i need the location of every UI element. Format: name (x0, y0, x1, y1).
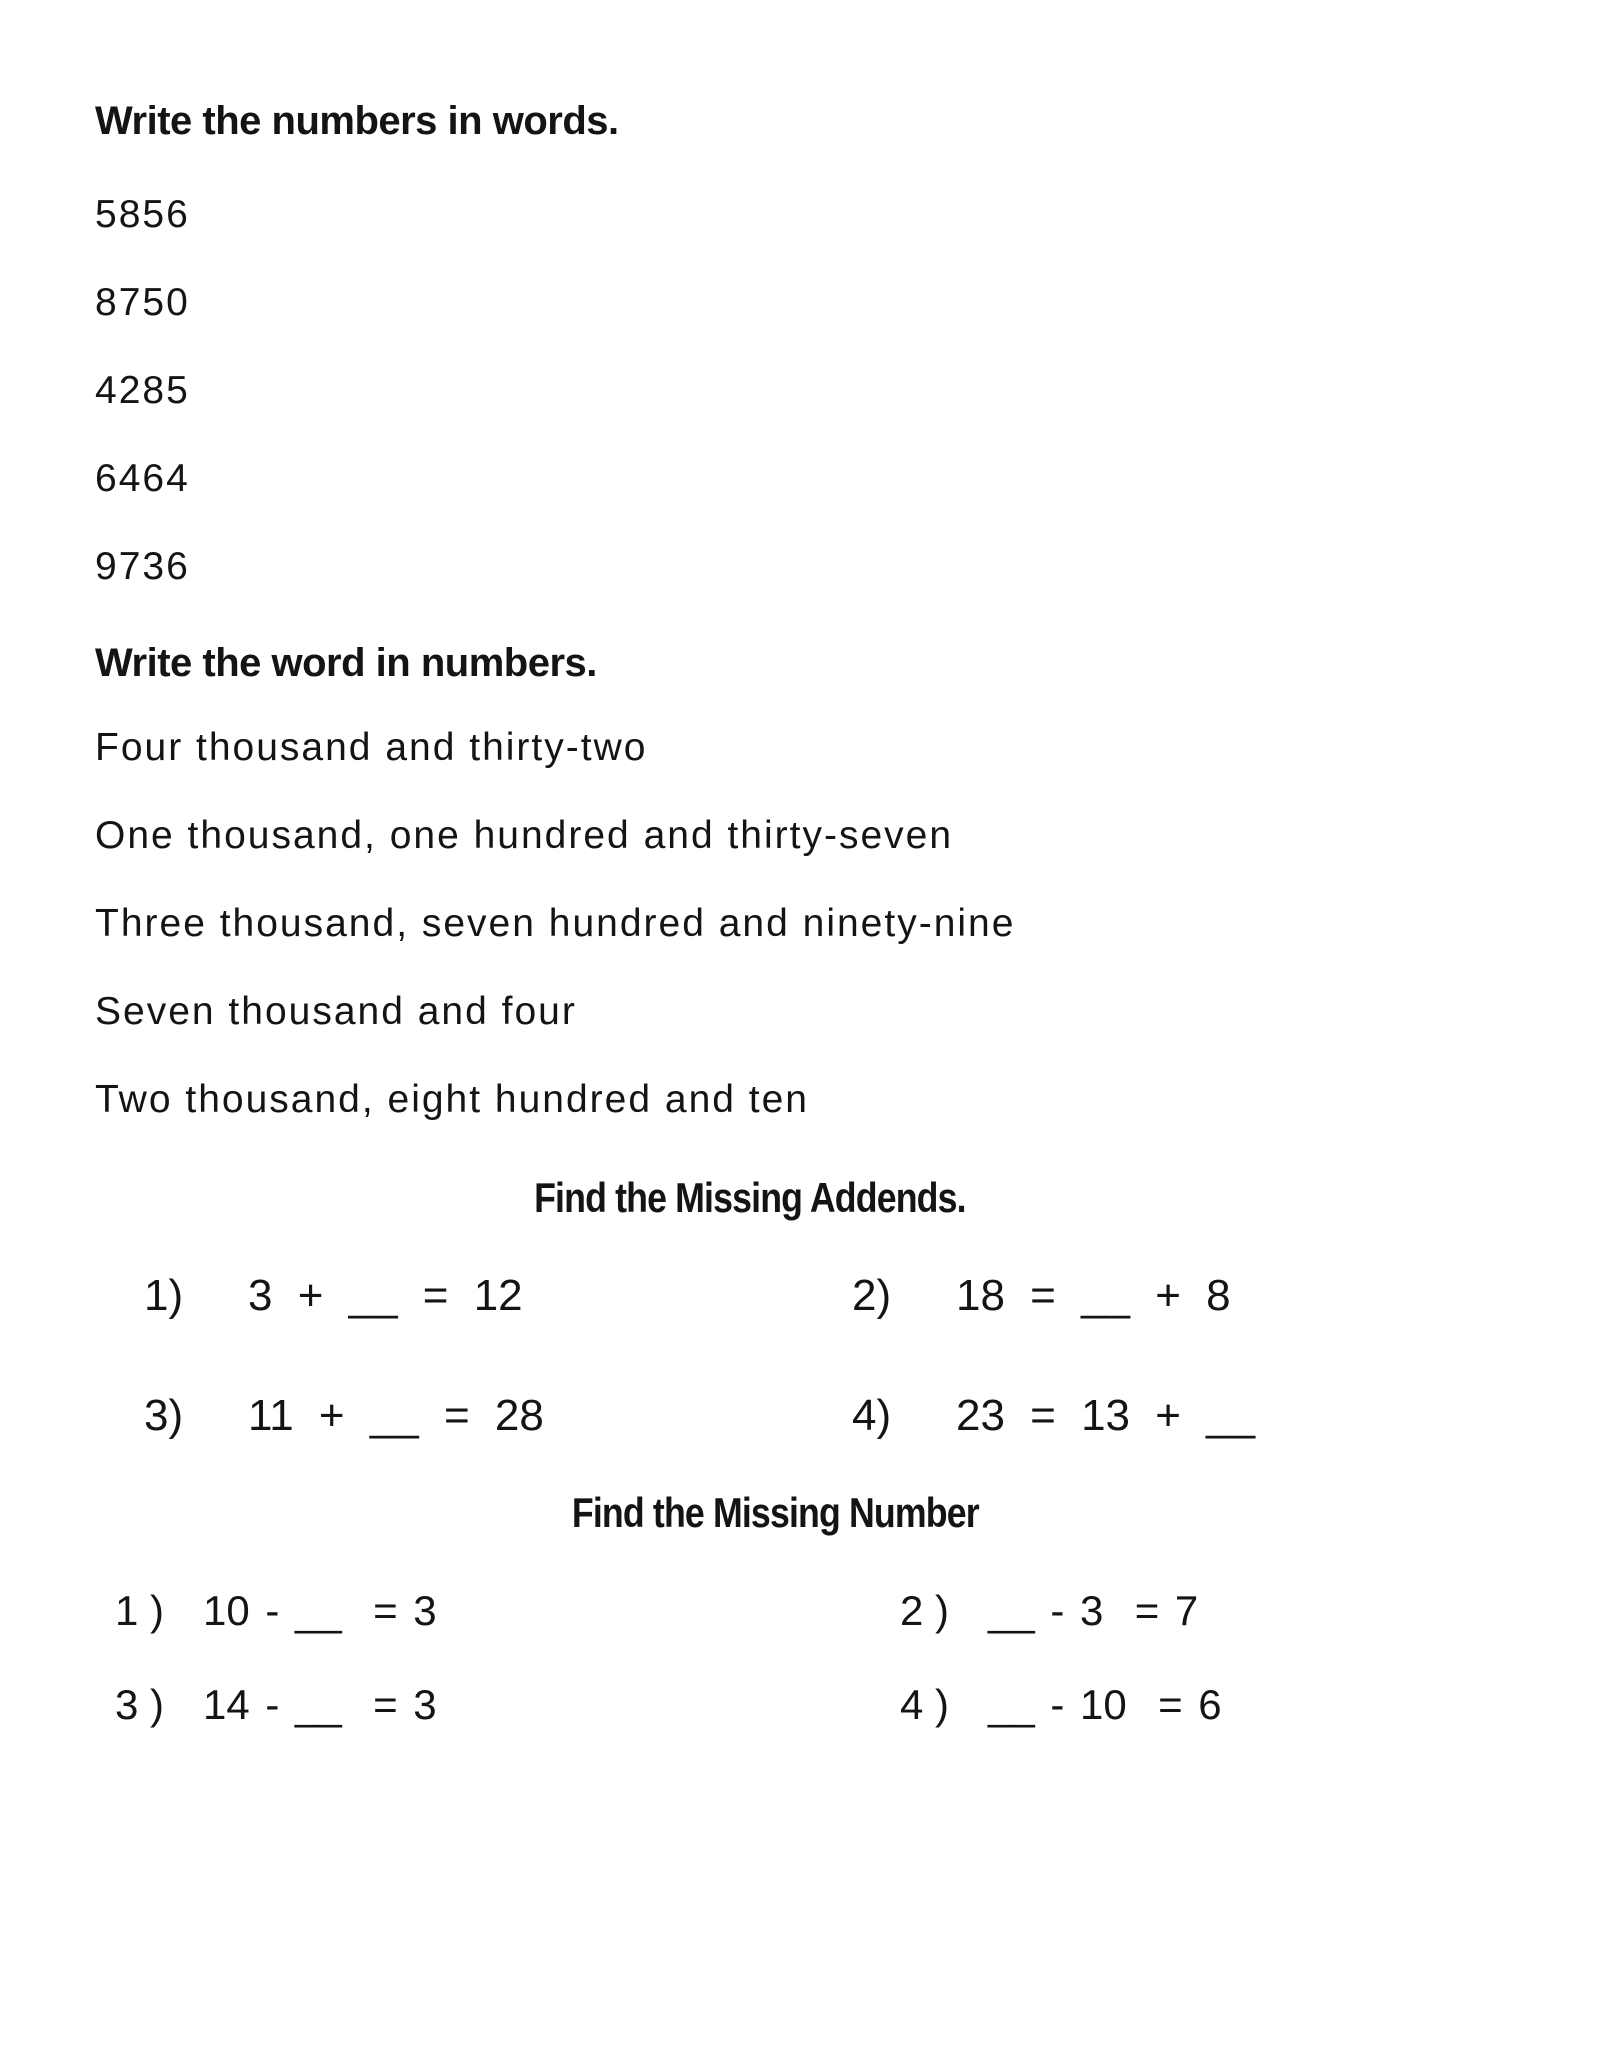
section-missing-number-heading: Find the Missing Number (571, 1489, 979, 1536)
problem-label: 2 ) (900, 1587, 950, 1634)
problem-label: 3 ) (115, 1681, 165, 1728)
section-missing-addends-heading-row (0, 1174, 1500, 1221)
missing-number-problem (115, 1681, 437, 1728)
missing-number-problem (900, 1587, 1199, 1634)
problem-expression: __ - 10 = 6 (988, 1681, 1222, 1728)
section-missing-addends-heading: Find the Missing Addends. (534, 1174, 966, 1221)
word-item: Four thousand and thirty-two (95, 726, 648, 769)
number-item: 5856 (95, 193, 190, 236)
problem-label: 4 ) (900, 1681, 950, 1728)
problem-expression: 3 + __ = 12 (248, 1271, 523, 1320)
problem-expression: 18 = __ + 8 (956, 1271, 1231, 1320)
problem-label: 1) (144, 1271, 184, 1320)
word-item: Seven thousand and four (95, 990, 577, 1033)
problem-label: 1 ) (115, 1587, 165, 1634)
problem-label: 4) (852, 1391, 892, 1440)
missing-number-problem (115, 1587, 437, 1634)
addends-problem (852, 1271, 1231, 1320)
section-missing-number-heading-row (0, 1489, 1550, 1536)
problem-expression: __ - 3 = 7 (988, 1587, 1199, 1634)
addends-problem (852, 1391, 1256, 1440)
section-numbers-to-words-heading: Write the numbers in words. (95, 99, 619, 143)
problem-expression: 23 = 13 + __ (956, 1391, 1256, 1440)
problem-expression: 10 - __ = 3 (203, 1587, 437, 1634)
missing-number-problem (900, 1681, 1222, 1728)
word-item: One thousand, one hundred and thirty-seven (95, 814, 954, 857)
word-item: Three thousand, seven hundred and ninety-nine (95, 902, 1016, 945)
problem-expression: 14 - __ = 3 (203, 1681, 437, 1728)
number-item: 6464 (95, 457, 190, 500)
addends-problem (144, 1391, 544, 1440)
number-item: 9736 (95, 545, 190, 588)
number-item: 8750 (95, 281, 190, 324)
addends-problem (144, 1271, 523, 1320)
problem-label: 2) (852, 1271, 892, 1320)
problem-label: 3) (144, 1391, 184, 1440)
word-item: Two thousand, eight hundred and ten (95, 1078, 809, 1121)
problem-expression: 11 + __ = 28 (248, 1391, 544, 1440)
number-item: 4285 (95, 369, 190, 412)
section-words-to-numbers-heading: Write the word in numbers. (95, 641, 597, 685)
